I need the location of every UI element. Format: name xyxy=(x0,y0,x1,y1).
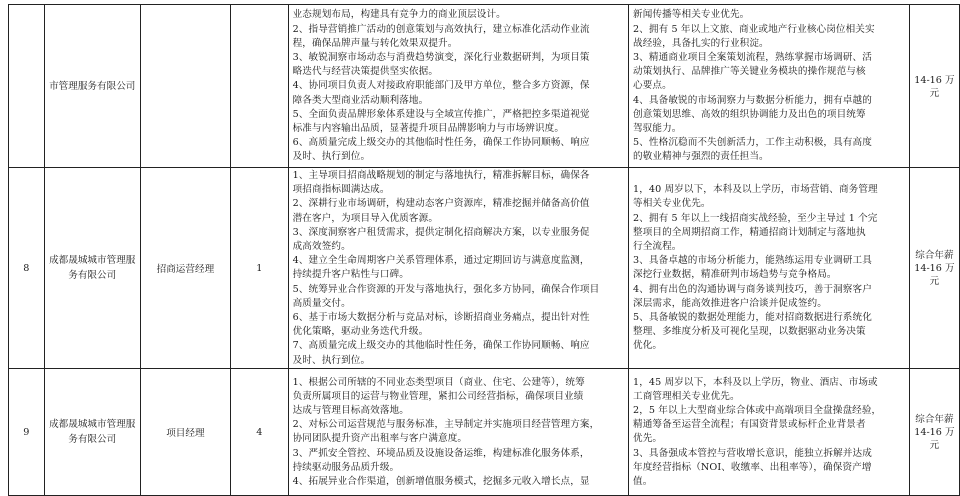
headcount-cell xyxy=(230,168,288,369)
salary-cell xyxy=(909,5,959,168)
requirement-line: 整理、多维度分析及可视化呈现，以数据驱动业务决策 xyxy=(633,326,866,338)
duty-line: 持续驱动服务品质升级。 xyxy=(292,461,400,473)
duty-line: 持续提升客户粘性与口碑。 xyxy=(292,269,409,281)
duties-cell xyxy=(288,5,628,168)
row-number-cell xyxy=(9,5,45,168)
duty-line: 4、建立全生命周期客户关系管理体系，通过定期回访与满意度监测， xyxy=(292,255,590,267)
duty-line: 程，确保品牌声量与转化效果双提升。 xyxy=(292,37,458,49)
row-number-cell xyxy=(9,168,45,369)
duties-cell xyxy=(288,168,628,369)
duty-line: 4、拓展异业合作渠道，创新增值服务模式，挖掘多元收入增长点，显 xyxy=(292,475,590,487)
duty-line: 业态规划布局，构建具有竞争力的商业顶层设计。 xyxy=(292,9,506,21)
company-cell xyxy=(44,368,140,495)
duties-cell xyxy=(288,368,628,495)
duty-line: 3、严抓安全管控、环境品质及设施设备运维，构建标准化服务体系， xyxy=(292,447,590,459)
company-name: 成都晟城城市管理服务有限公司 xyxy=(49,419,136,446)
headcount-cell xyxy=(230,368,288,495)
company-name: 成都晟城城市管理服务有限公司 xyxy=(49,255,136,282)
requirement-line: 新闻传播等相关专业优先。 xyxy=(633,9,750,21)
duty-line: 1、主导项目招商战略规划的制定与落地执行，精准拆解目标，确保各 xyxy=(292,170,590,181)
duty-line: 高质量交付。 xyxy=(292,297,351,309)
job-table xyxy=(8,4,960,496)
duty xyxy=(293,8,624,164)
requirement-line: 的敬业精神与强烈的责任担当。 xyxy=(633,151,769,163)
position-cell xyxy=(140,5,230,168)
duty-line: 5、全面负责品牌形象体系建设与全域宣传推广，严格把控多渠道视觉 xyxy=(292,108,590,120)
requirement-line: 创意策划思维、高效的组织协调能力及出色的项目统筹 xyxy=(633,108,866,120)
requirement-line: 精通筹备至运营全流程；有国资背景或标杆企业背景者 xyxy=(633,419,866,431)
position-cell xyxy=(140,168,230,369)
duty-line: 障各类大型商业活动顺利落地。 xyxy=(292,94,429,106)
headcount: 1 xyxy=(256,262,263,274)
duty-line: 及时、执行到位。 xyxy=(292,354,371,366)
duty-line: 6、高质量完成上级交办的其他临时性任务，确保工作协同顺畅、响应 xyxy=(292,137,590,149)
requirement-line: 值。 xyxy=(633,475,653,487)
requirement-line: 1，40 周岁以下，本科及以上学历，市场营销、商务管理 xyxy=(633,184,878,196)
salary: 综合年薪 14-16 万元 xyxy=(914,249,955,287)
requirement-line: 4、拥有出色的沟通协调与商务谈判技巧，善于洞察客户 xyxy=(633,283,872,295)
requirement-line: 5、性格沉稳而不失创新活力，工作主动积极，具有高度 xyxy=(633,137,872,149)
requirement-line: 等相关专业优先。 xyxy=(633,198,711,210)
row-number-cell xyxy=(9,368,45,495)
requirement xyxy=(633,376,905,490)
requirements-cell xyxy=(629,5,910,168)
salary: 14-16 万元 xyxy=(914,74,955,99)
requirement-line: 深层需求，能高效推进客户洽谈并促成签约。 xyxy=(633,297,827,309)
company-cell xyxy=(44,5,140,168)
duty-line: 负责所属项目的运营与物业管理，紧扣公司经营指标，确保项目业绩 xyxy=(292,390,584,402)
requirements-cell xyxy=(629,168,910,369)
requirement xyxy=(633,8,905,164)
requirement xyxy=(633,183,905,353)
requirement-line: 优化。 xyxy=(633,340,663,352)
table-row xyxy=(9,5,960,168)
duty xyxy=(293,169,624,368)
salary-cell xyxy=(909,168,959,369)
duty-line: 7、高质量完成上级交办的其他临时性任务，确保工作协同顺畅、响应 xyxy=(292,340,590,352)
requirement-line: 5、具备敏锐的数据处理能力，能对招商数据进行系统化 xyxy=(633,312,872,324)
duty xyxy=(293,376,624,490)
duty-line: 1、根据公司所辖的不同业态类型项目（商业、住宅、公建等），统筹 xyxy=(292,376,585,388)
salary: 综合年薪 14-16 万元 xyxy=(914,413,955,451)
duty-line: 略迭代与经营决策提供坚实依据。 xyxy=(292,66,439,78)
requirement-line: 2、拥有 5 年以上文旅、商业或地产行业核心岗位相关实 xyxy=(633,23,875,35)
requirement-line: 4、具备敏锐的市场洞察力与数据分析能力，拥有卓越的 xyxy=(633,94,872,106)
row-number: 9 xyxy=(23,426,30,438)
requirement-line: 驾驭能力。 xyxy=(633,123,682,134)
requirement-line: 2，5 年以上大型商业综合体或中高端项目全盘操盘经验， xyxy=(633,404,882,416)
duty-line: 3、深度洞察客户租赁需求，提供定制化招商解决方案，以专业服务促 xyxy=(292,226,590,238)
row-number: 8 xyxy=(23,262,30,274)
company-cell xyxy=(44,168,140,369)
headcount-cell xyxy=(230,5,288,168)
table-row xyxy=(9,368,960,495)
requirement-line: 年度经营指标（NOI、收缴率、出租率等），确保资产增 xyxy=(633,461,872,473)
duty-line: 3、敏锐洞察市场动态与消费趋势演变，深化行业数据研判，为项目策 xyxy=(292,51,590,63)
requirement-line: 1，45 周岁以下，本科及以上学历，物业、酒店、市场或 xyxy=(633,376,878,388)
position-cell xyxy=(140,368,230,495)
requirement-line: 整项目的全周期招商工作，精通招商计划制定与落地执 xyxy=(633,226,866,238)
duty-line: 优化策略，驱动业务迭代升级。 xyxy=(292,326,429,338)
duty-line: 成高效签约。 xyxy=(292,241,351,253)
requirement-line: 行全流程。 xyxy=(633,241,682,253)
duty-line: 协同团队提升资产出租率与客户满意度。 xyxy=(292,433,468,445)
duty-line: 标准与内容输出品质，显著提升项目品牌影响力与市场辨识度。 xyxy=(292,123,565,134)
headcount: 4 xyxy=(256,426,263,438)
requirement-line: 心要点。 xyxy=(633,80,672,92)
table-row xyxy=(9,168,960,369)
requirements-cell xyxy=(629,368,910,495)
requirement-line: 深挖行业数据，精准研判市场趋势与竞争格局。 xyxy=(633,269,837,281)
requirement-line: 工商管理相关专业优先。 xyxy=(633,390,740,402)
position-title: 项目经理 xyxy=(166,428,205,440)
duty-line: 6、基于市场大数据分析与竞品对标，诊断招商业务痛点，提出针对性 xyxy=(292,312,590,324)
requirement-line: 3、精通商业项目全案策划流程，熟练掌握市场调研、活 xyxy=(633,51,872,63)
duty-line: 2、指导营销推广活动的创意策划与高效执行，建立标准化活动作业流 xyxy=(292,23,590,35)
duty-line: 潜在客户，为项目导入优质客源。 xyxy=(292,212,439,224)
requirement-line: 战经验，具备扎实的行业积淀。 xyxy=(633,37,769,49)
company-name: 市管理服务有限公司 xyxy=(49,81,136,92)
duty-line: 4、协同项目负责人对接政府职能部门及甲方单位，整合多方资源，保 xyxy=(292,80,590,92)
requirement-line: 优先。 xyxy=(633,433,663,445)
position-title: 招商运营经理 xyxy=(156,264,215,276)
requirement-line: 动策划执行、品牌推广等关键业务模块的操作规范与核 xyxy=(633,66,866,78)
duty-line: 达成与管理目标高效落地。 xyxy=(292,404,409,416)
duty-line: 2、深耕行业市场调研，构建动态客户资源库，精准挖掘并储备高价值 xyxy=(292,198,590,210)
duty-line: 2、对标公司运营规范与服务标准，主导制定并实施项目经营管理方案， xyxy=(292,419,600,431)
requirement-line: 2、拥有 5 年以上一线招商实战经验，至少主导过 1 个完 xyxy=(633,212,878,224)
duty-line: 5、统筹异业合作资源的开发与落地执行，强化多方协同，确保合作项目 xyxy=(292,283,600,295)
duty-line: 及时、执行到位。 xyxy=(292,151,371,163)
requirement-line: 3、具备强成本管控与营收增长意识，能独立拆解并达成 xyxy=(633,447,872,459)
requirement-line: 3、具备卓越的市场分析能力，能熟练运用专业调研工具 xyxy=(633,255,872,267)
duty-line: 项招商指标圆满达成。 xyxy=(292,184,390,196)
salary-cell xyxy=(909,368,959,495)
